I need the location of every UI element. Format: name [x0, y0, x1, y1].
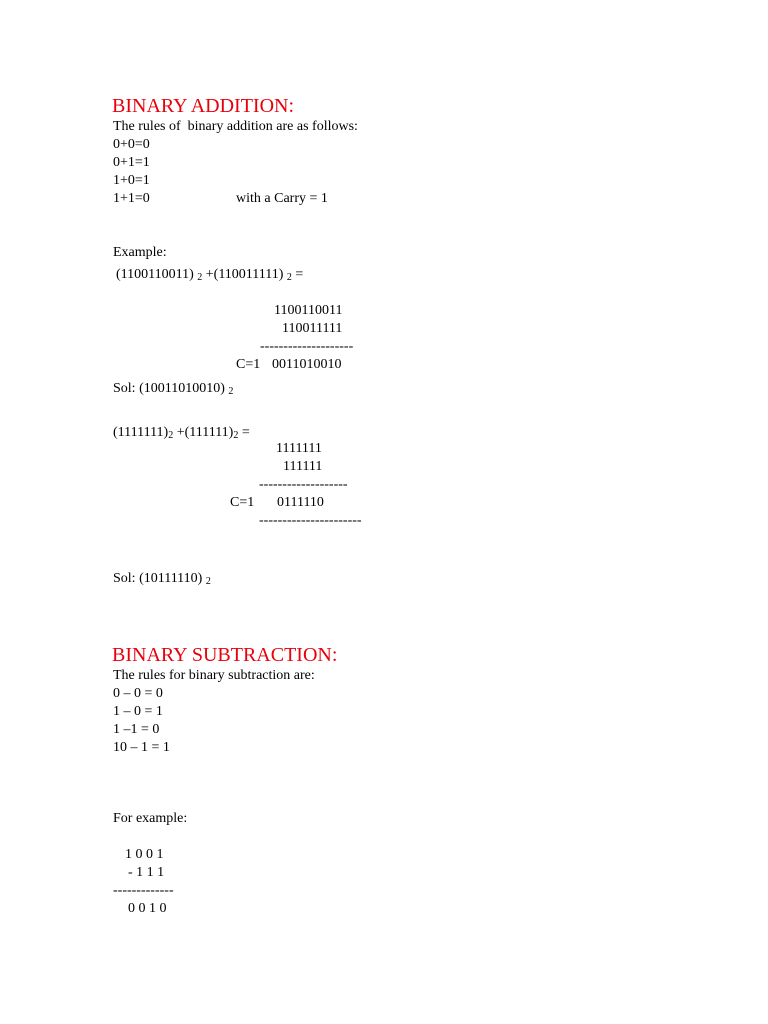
addition-intro: The rules of binary addition are as follows: — [113, 119, 358, 134]
example2-base-b: 2 — [233, 430, 239, 441]
addition-rule-1: 0+0=0 — [113, 137, 150, 152]
example1-operand2: 110011111 — [282, 321, 343, 336]
addition-rule-2: 0+1=1 — [113, 155, 150, 170]
subtraction-rule-3: 1 –1 = 0 — [113, 722, 160, 737]
example1-operand-a: (1100110011) — [116, 267, 194, 282]
subtraction-minuend: 1 0 0 1 — [125, 847, 164, 862]
addition-rule-4: 1+1=0 — [113, 191, 150, 206]
example2-operand-a: (1111111) — [113, 425, 169, 440]
addition-heading: BINARY ADDITION: — [112, 95, 295, 117]
subtraction-divider: ------------- — [113, 883, 174, 898]
example2-solution — [113, 570, 211, 591]
example2-result: 0111110 — [277, 495, 324, 510]
example2-solution-value: Sol: (10111110) — [113, 571, 203, 586]
example2-equals: = — [238, 425, 250, 440]
example1-carry: C=1 — [236, 357, 261, 372]
subtraction-result: 0 0 1 0 — [128, 901, 167, 916]
subtraction-intro: The rules for binary subtraction are: — [113, 668, 315, 683]
example1-base-b: 2 — [286, 272, 292, 283]
example1-equals: = — [291, 267, 304, 282]
subtraction-heading: BINARY SUBTRACTION: — [112, 644, 338, 666]
example1-expression — [116, 266, 303, 287]
example1-divider: -------------------- — [260, 339, 354, 354]
example2-expression — [113, 424, 250, 445]
example2-base-a: 2 — [168, 430, 174, 441]
example2-operand-b: +(111111) — [173, 425, 234, 440]
example1-solution-value: Sol: (10011010010) — [113, 381, 225, 396]
addition-rule-3: 1+0=1 — [113, 173, 150, 188]
example1-solution-base: 2 — [228, 386, 234, 397]
subtraction-example-label: For example: — [113, 811, 188, 826]
example1-result: 0011010010 — [272, 357, 342, 372]
example1-operand-b: +(110011111) — [202, 267, 284, 282]
example2-divider-2: ---------------------- — [259, 513, 362, 528]
example2-solution-base: 2 — [205, 576, 211, 587]
example-label: Example: — [113, 245, 167, 260]
subtraction-rule-4: 10 – 1 = 1 — [113, 740, 170, 755]
example2-carry: C=1 — [230, 495, 255, 510]
subtraction-subtrahend: - 1 1 1 — [128, 865, 165, 880]
subtraction-rule-2: 1 – 0 = 1 — [113, 704, 163, 719]
carry-note: with a Carry = 1 — [236, 191, 328, 206]
example2-divider: ------------------- — [259, 477, 348, 492]
example2-operand2: 111111 — [283, 459, 323, 474]
example1-operand1: 1100110011 — [274, 303, 343, 318]
example2-operand1: 1111111 — [276, 441, 322, 456]
subtraction-rule-1: 0 – 0 = 0 — [113, 686, 163, 701]
example1-base-a: 2 — [197, 272, 203, 283]
example1-solution — [113, 380, 233, 401]
